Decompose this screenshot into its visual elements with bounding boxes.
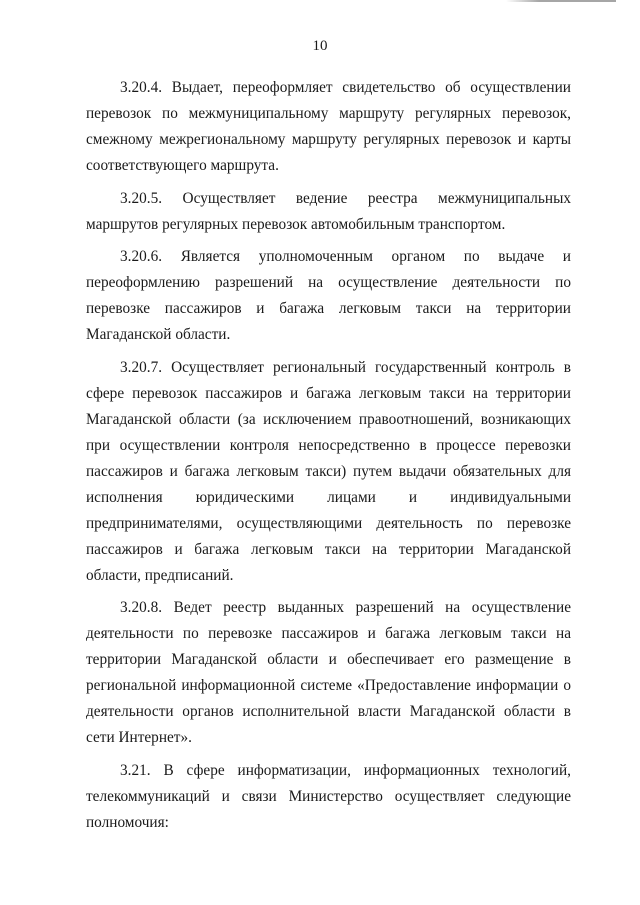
- document-body: [86, 75, 571, 842]
- paragraph-3-20-6: 3.20.6. Является уполномоченным органом по выдаче и переоформлению разрешений на осуществление деятельности по перевозке пассажиров и багажа легковым такси на территории Магаданской области.: [86, 248, 571, 343]
- paragraph-3-20-4: 3.20.4. Выдает, переоформляет свидетельство об осуществлении перевозок по межмуниципальному маршруту регулярных перевозок, смежному межрегиональному маршруту регулярных перевозок и карты соответствующего маршрута.: [86, 79, 571, 174]
- paragraph-3-21: 3.21. В сфере информатизации, информационных технологий, телекоммуникаций и связи Министерство осуществляет следующие полномочия:: [86, 761, 571, 831]
- paragraph-3-20-7: 3.20.7. Осуществляет региональный государственный контроль в сфере перевозок пассажиров и багажа легковым такси на территории Магаданской области (за исключением правоотношений, возникающих при осуществлении контроля непосредственно в процессе перевозки пассажиров и багажа легковым такси) путем выдачи обязательных для исполнения юридическими лицами и индивидуальными предпринимателями, осуществляющими деятельность по перевозке пассажиров и багажа легковым такси на территории Магаданской области, предписаний.: [86, 358, 571, 584]
- page-number: 10: [312, 38, 328, 54]
- paragraph-3-20-8: 3.20.8. Ведет реестр выданных разрешений на осуществление деятельности по перевозке пассажиров и багажа легковым такси на территории Магаданской области и обеспечивает его размещение в региональной информационной системе «Предоставление информации о деятельности органов исполнительной власти Магаданской области в сети Интернет».: [86, 599, 571, 746]
- scan-edge-mark: [506, 0, 616, 2]
- paragraph-3-20-5: 3.20.5. Осуществляет ведение реестра межмуниципальных маршрутов регулярных перевозок автомобильным транспортом.: [86, 189, 571, 233]
